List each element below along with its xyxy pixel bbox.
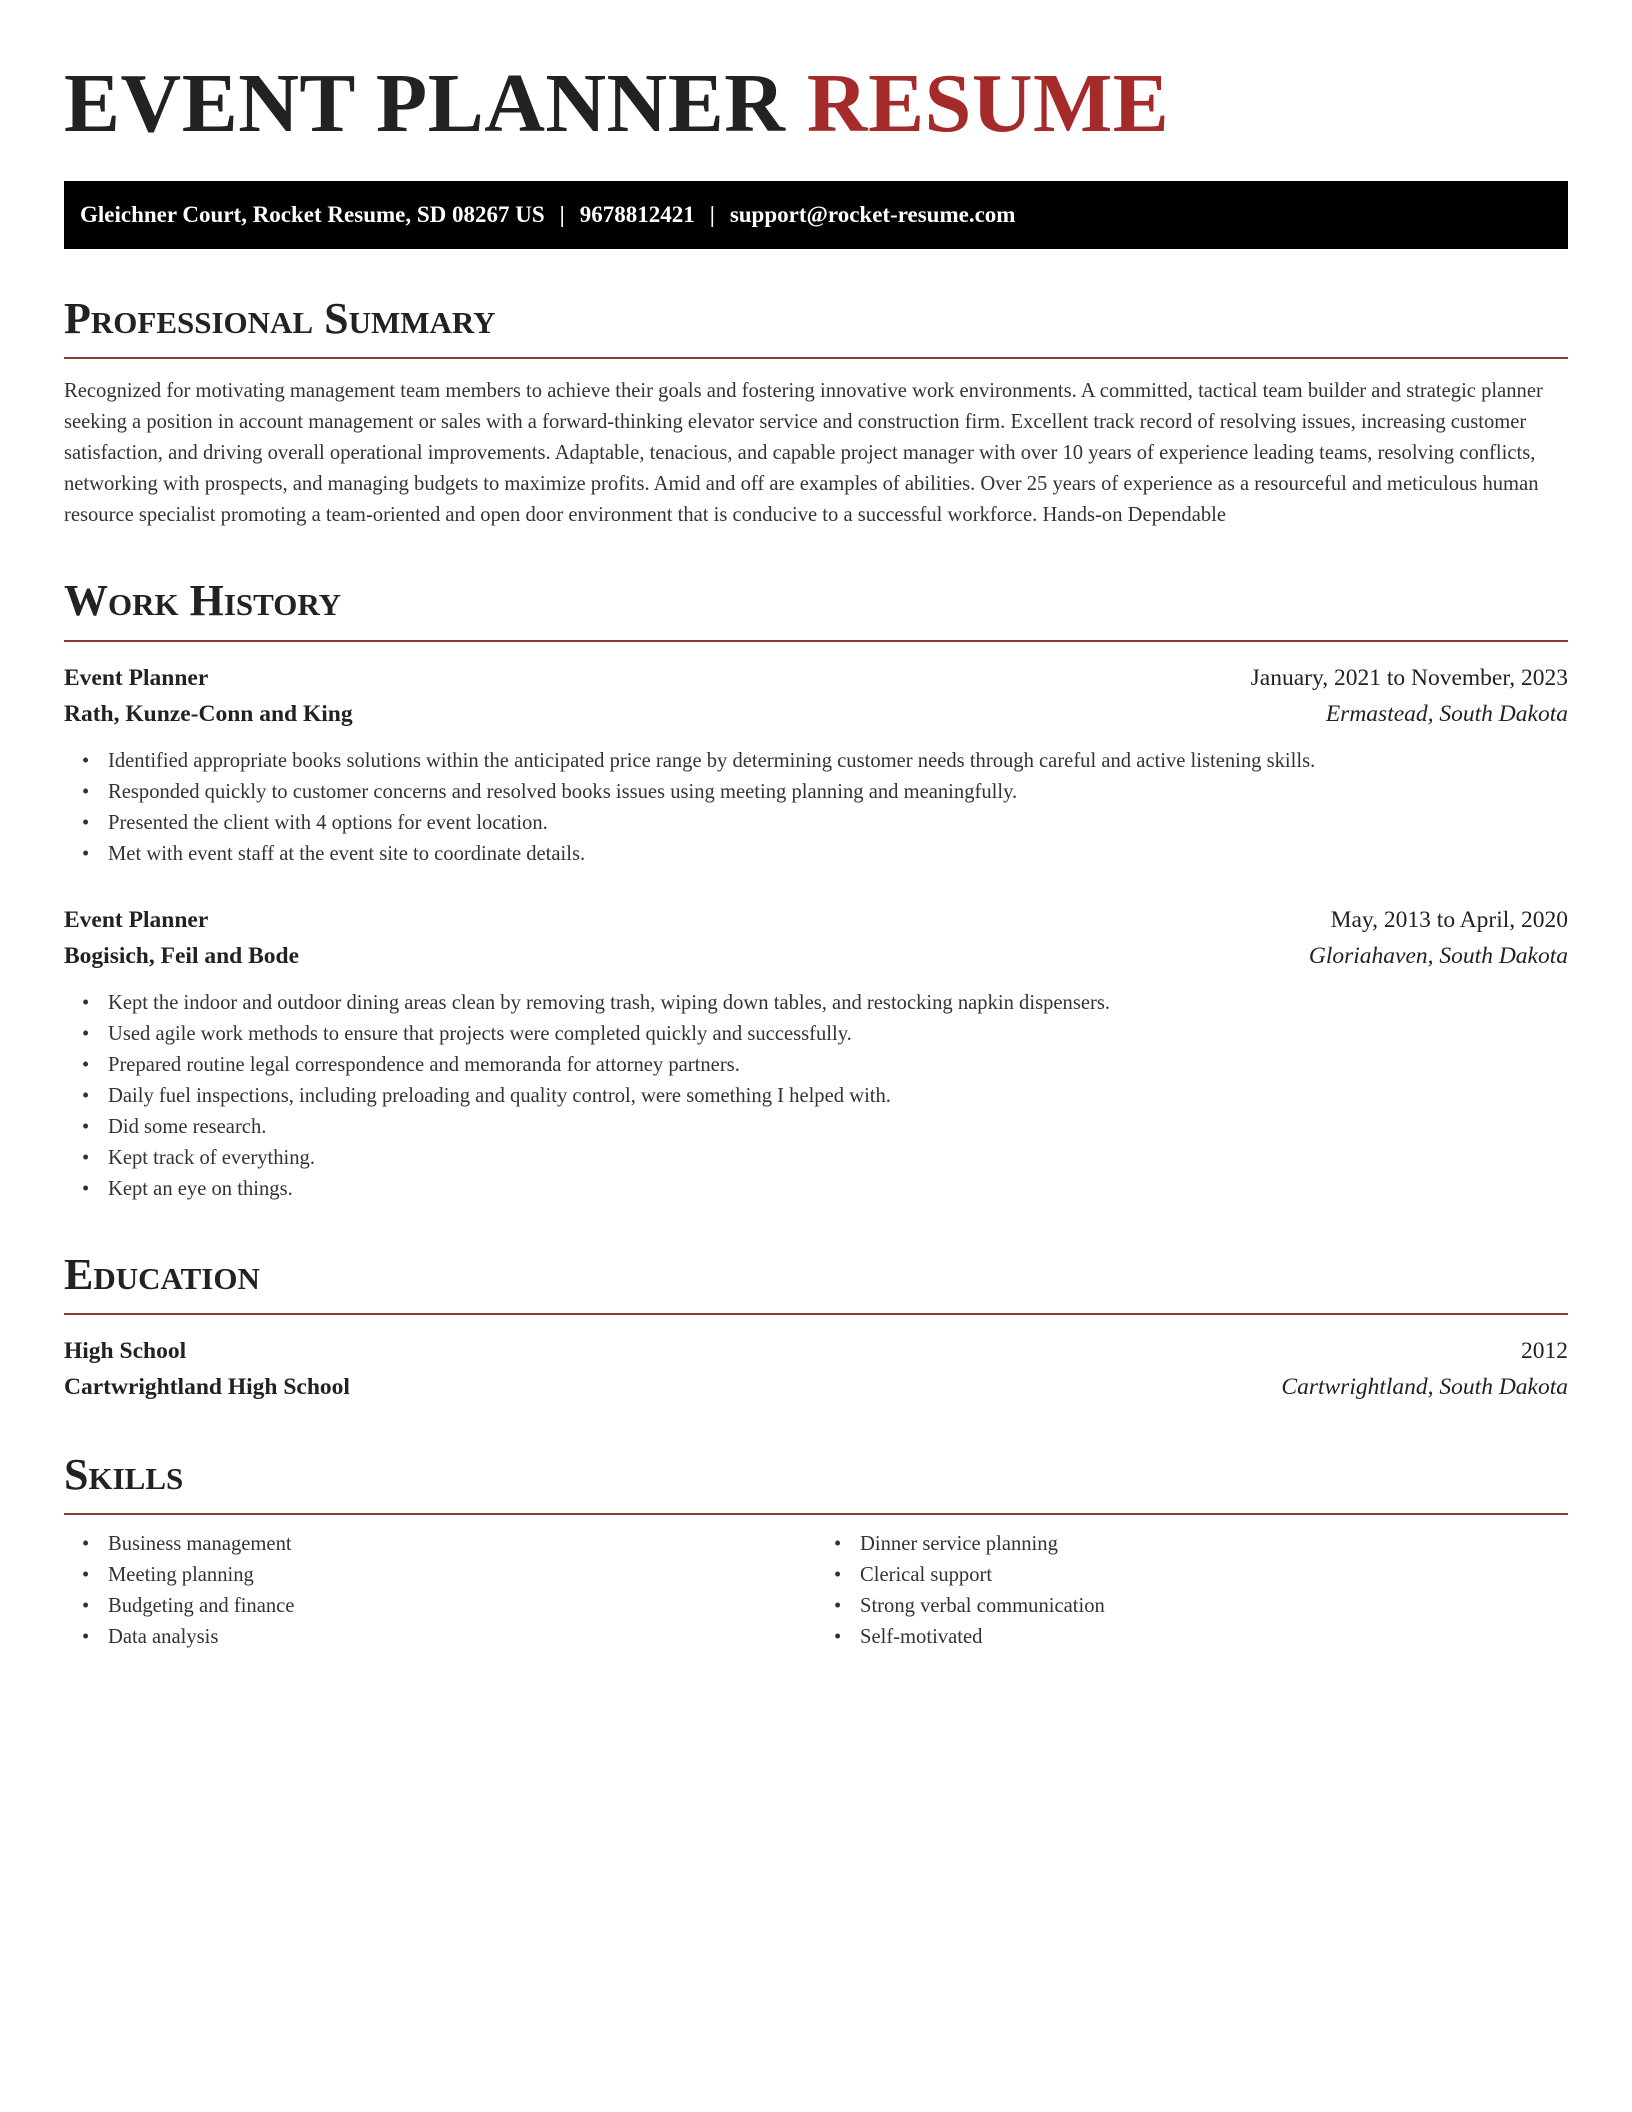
job-bullet: • Daily fuel inspections, including preloading and quality control, were something I helped with. bbox=[108, 1081, 1568, 1112]
skill-item: • Business management bbox=[108, 1529, 816, 1560]
contact-separator: | bbox=[709, 201, 715, 227]
title-accent: RESUME bbox=[806, 57, 1170, 150]
skills-column-left bbox=[64, 1529, 816, 1653]
job-bullet: • Identified appropriate books solutions within the anticipated price range by determining customer needs through careful and active listening skills. bbox=[108, 746, 1568, 777]
job-title: Event Planner bbox=[64, 906, 209, 933]
summary-text: Recognized for motivating management team members to achieve their goals and fostering innovative work environments. A committed, tactical team builder and strategic planner seeking a position in account management or sales with a forward-thinking elevator service and construction firm. Excellent track record of resolving issues, increasing customer satisfaction, and driving overall operational improvements. Adaptable, tenacious, and capable project manager with over 10 years of experience leading teams, resolving conflicts, networking with prospects, and managing budgets to maximize profits. Amid and off are examples of abilities. Over 25 years of experience as a resourceful and meticulous human resource specialist promoting a team-oriented and open door environment that is conducive to a successful workforce. Hands-on Dependable bbox=[64, 380, 1543, 527]
job-bullets bbox=[64, 988, 1568, 1205]
job-header-row bbox=[64, 660, 1568, 696]
title-main: EVENT PLANNER bbox=[64, 57, 786, 150]
job-bullet: • Prepared routine legal correspondence and memoranda for attorney partners. bbox=[108, 1050, 1568, 1081]
job-bullet: • Presented the client with 4 options for event location. bbox=[108, 808, 1568, 839]
education-school: Cartwrightland High School bbox=[64, 1373, 350, 1400]
job-bullet: • Kept track of everything. bbox=[108, 1143, 1568, 1174]
job-bullet: • Used agile work methods to ensure that projects were completed quickly and successfully. bbox=[108, 1019, 1568, 1050]
job-location: Gloriahaven, South Dakota bbox=[1308, 942, 1568, 969]
education-location: Cartwrightland, South Dakota bbox=[1281, 1373, 1568, 1400]
contact-email: support@rocket-resume.com bbox=[729, 201, 1016, 227]
education-heading: Education bbox=[64, 1251, 1568, 1315]
job-bullet: • Did some research. bbox=[108, 1112, 1568, 1143]
contact-separator: | bbox=[559, 201, 565, 227]
job-company-row bbox=[64, 696, 1568, 732]
job-company-row bbox=[64, 938, 1568, 974]
job-header-row bbox=[64, 902, 1568, 938]
job-bullet: • Responded quickly to customer concerns and resolved books issues using meeting planning and meaningfully. bbox=[108, 777, 1568, 808]
job-bullet: • Kept an eye on things. bbox=[108, 1174, 1568, 1205]
skill-item: • Data analysis bbox=[108, 1622, 816, 1653]
skills-grid bbox=[64, 1529, 1568, 1653]
job-dates: May, 2013 to April, 2020 bbox=[1330, 906, 1568, 933]
education-year: 2012 bbox=[1521, 1337, 1568, 1364]
job-dates: January, 2021 to November, 2023 bbox=[1250, 664, 1568, 691]
job-bullet: • Met with event staff at the event site to coordinate details. bbox=[108, 839, 1568, 870]
education-header-row bbox=[64, 1333, 1568, 1369]
skills-column-right bbox=[816, 1529, 1568, 1653]
skills-heading: Skills bbox=[64, 1451, 1568, 1515]
education-school-row bbox=[64, 1369, 1568, 1405]
skill-item: • Self-motivated bbox=[860, 1622, 1568, 1653]
education-entry bbox=[64, 1333, 1568, 1405]
job-bullet: • Kept the indoor and outdoor dining areas clean by removing trash, wiping down tables, and restocking napkin dispensers. bbox=[108, 988, 1568, 1019]
job-company: Rath, Kunze-Conn and King bbox=[64, 700, 353, 727]
skill-item: • Meeting planning bbox=[108, 1560, 816, 1591]
work-history-heading: Work History bbox=[64, 577, 1568, 641]
job-entry bbox=[64, 902, 1568, 1205]
skill-item: • Strong verbal communication bbox=[860, 1591, 1568, 1622]
job-bullets bbox=[64, 746, 1568, 870]
skill-item: • Clerical support bbox=[860, 1560, 1568, 1591]
summary-heading: Professional Summary bbox=[64, 295, 1568, 359]
resume-title bbox=[64, 54, 1568, 155]
skill-item: • Dinner service planning bbox=[860, 1529, 1568, 1560]
contact-address: Gleichner Court, Rocket Resume, SD 08267 US bbox=[80, 201, 545, 227]
job-entry bbox=[64, 660, 1568, 870]
job-title: Event Planner bbox=[64, 664, 209, 691]
job-location: Ermastead, South Dakota bbox=[1325, 700, 1568, 727]
contact-phone: 9678812421 bbox=[579, 201, 695, 227]
education-degree: High School bbox=[64, 1337, 187, 1364]
skill-item: • Budgeting and finance bbox=[108, 1591, 816, 1622]
job-company: Bogisich, Feil and Bode bbox=[64, 942, 300, 969]
contact-bar bbox=[64, 181, 1568, 249]
